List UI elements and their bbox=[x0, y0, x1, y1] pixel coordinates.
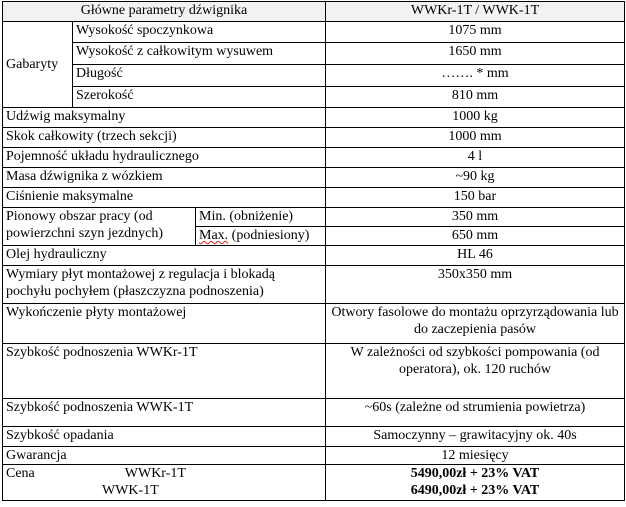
obszar-label: Pionowy obszar pracy (od powierzchni szyn jezdnych) bbox=[3, 208, 196, 246]
table-row bbox=[3, 304, 625, 344]
table-row bbox=[3, 447, 625, 465]
header-row bbox=[3, 2, 625, 22]
table-row bbox=[3, 344, 625, 399]
row-label: Szerokość bbox=[73, 87, 326, 108]
obszar-max-label: (podniesiony) bbox=[228, 228, 310, 243]
table-row bbox=[3, 43, 625, 65]
row-value: 1000 mm bbox=[326, 128, 625, 148]
row-value: ~60s (zależne od strumienia powietrza) bbox=[326, 399, 625, 427]
row-label: Wysokość z całkowitym wysuwem bbox=[73, 43, 326, 65]
table-row bbox=[3, 208, 625, 227]
table-row bbox=[3, 22, 625, 43]
row-label: Wysokość spoczynkowa bbox=[73, 22, 326, 43]
row-value: 810 mm bbox=[326, 87, 625, 108]
table-row bbox=[3, 128, 625, 148]
row-label: Udźwig maksymalny bbox=[3, 108, 326, 128]
row-value: Samoczynny – grawitacyjny ok. 40s bbox=[326, 427, 625, 447]
obszar-max-cell bbox=[196, 227, 326, 246]
row-value: 350x350 mm bbox=[326, 266, 625, 304]
row-value: ……. * mm bbox=[326, 65, 625, 87]
row-value: 1075 mm bbox=[326, 22, 625, 43]
row-value: 150 bar bbox=[326, 188, 625, 208]
table-row bbox=[3, 108, 625, 128]
row-label: Skok całkowity (trzech sekcji) bbox=[3, 128, 326, 148]
row-value: HL 46 bbox=[326, 246, 625, 266]
table-row bbox=[3, 246, 625, 266]
table-row bbox=[3, 427, 625, 447]
spec-table-container bbox=[2, 1, 625, 501]
table-row bbox=[3, 266, 625, 304]
row-label: Szybkość podnoszenia WWK-1T bbox=[3, 399, 326, 427]
row-label: Ciśnienie maksymalne bbox=[3, 188, 326, 208]
row-value: 1650 mm bbox=[326, 43, 625, 65]
row-value: ~90 kg bbox=[326, 168, 625, 188]
table-row bbox=[3, 87, 625, 108]
obszar-min-value: 350 mm bbox=[326, 208, 625, 227]
table-row bbox=[3, 168, 625, 188]
price-row bbox=[3, 465, 625, 501]
table-row bbox=[3, 399, 625, 427]
header-model-title: WWKr-1T / WWK-1T bbox=[326, 2, 625, 22]
row-label: Długość bbox=[73, 65, 326, 87]
row-value: W zależności od szybkości pompowania (od operatora), ok. 120 ruchów bbox=[326, 344, 625, 399]
row-label: Wymiary płyt montażowej z regulacja i blokadą pochyłu pochyłem (płaszczyzna podnoszenia) bbox=[3, 266, 326, 304]
gabaryty-label: Gabaryty bbox=[3, 22, 73, 108]
price-value-2: 6490,00zł + 23% VAT bbox=[410, 483, 540, 498]
row-value: 4 l bbox=[326, 148, 625, 168]
obszar-min-label: Min. (obniżenie) bbox=[196, 208, 326, 227]
row-label: Masa dźwignika z wózkiem bbox=[3, 168, 326, 188]
price-label: Cena bbox=[6, 466, 35, 481]
price-model-2: WWK-1T bbox=[102, 483, 159, 498]
table-row bbox=[3, 188, 625, 208]
header-param-title: Główne parametry dźwignika bbox=[3, 2, 326, 22]
price-model-1: WWKr-1T bbox=[124, 466, 186, 481]
price-values-cell bbox=[326, 465, 625, 501]
spec-table bbox=[2, 1, 625, 501]
obszar-max-value: 650 mm bbox=[326, 227, 625, 246]
row-value: Otwory fasolowe do montażu oprzyrządowania lub do zaczepienia pasów bbox=[326, 304, 625, 344]
row-value: 12 miesięcy bbox=[326, 447, 625, 465]
row-label: Pojemność układu hydraulicznego bbox=[3, 148, 326, 168]
row-label: Olej hydrauliczny bbox=[3, 246, 326, 266]
row-label: Gwarancja bbox=[3, 447, 326, 465]
row-label: Wykończenie płyty montażowej bbox=[3, 304, 326, 344]
obszar-max-prefix: Max. bbox=[199, 228, 229, 243]
row-label: Szybkość opadania bbox=[3, 427, 326, 447]
table-row bbox=[3, 148, 625, 168]
table-row bbox=[3, 65, 625, 87]
price-label-cell bbox=[3, 465, 326, 501]
row-value: 1000 kg bbox=[326, 108, 625, 128]
row-label: Szybkość podnoszenia WWKr-1T bbox=[3, 344, 326, 399]
price-value-1: 5490,00zł + 23% VAT bbox=[410, 466, 540, 481]
